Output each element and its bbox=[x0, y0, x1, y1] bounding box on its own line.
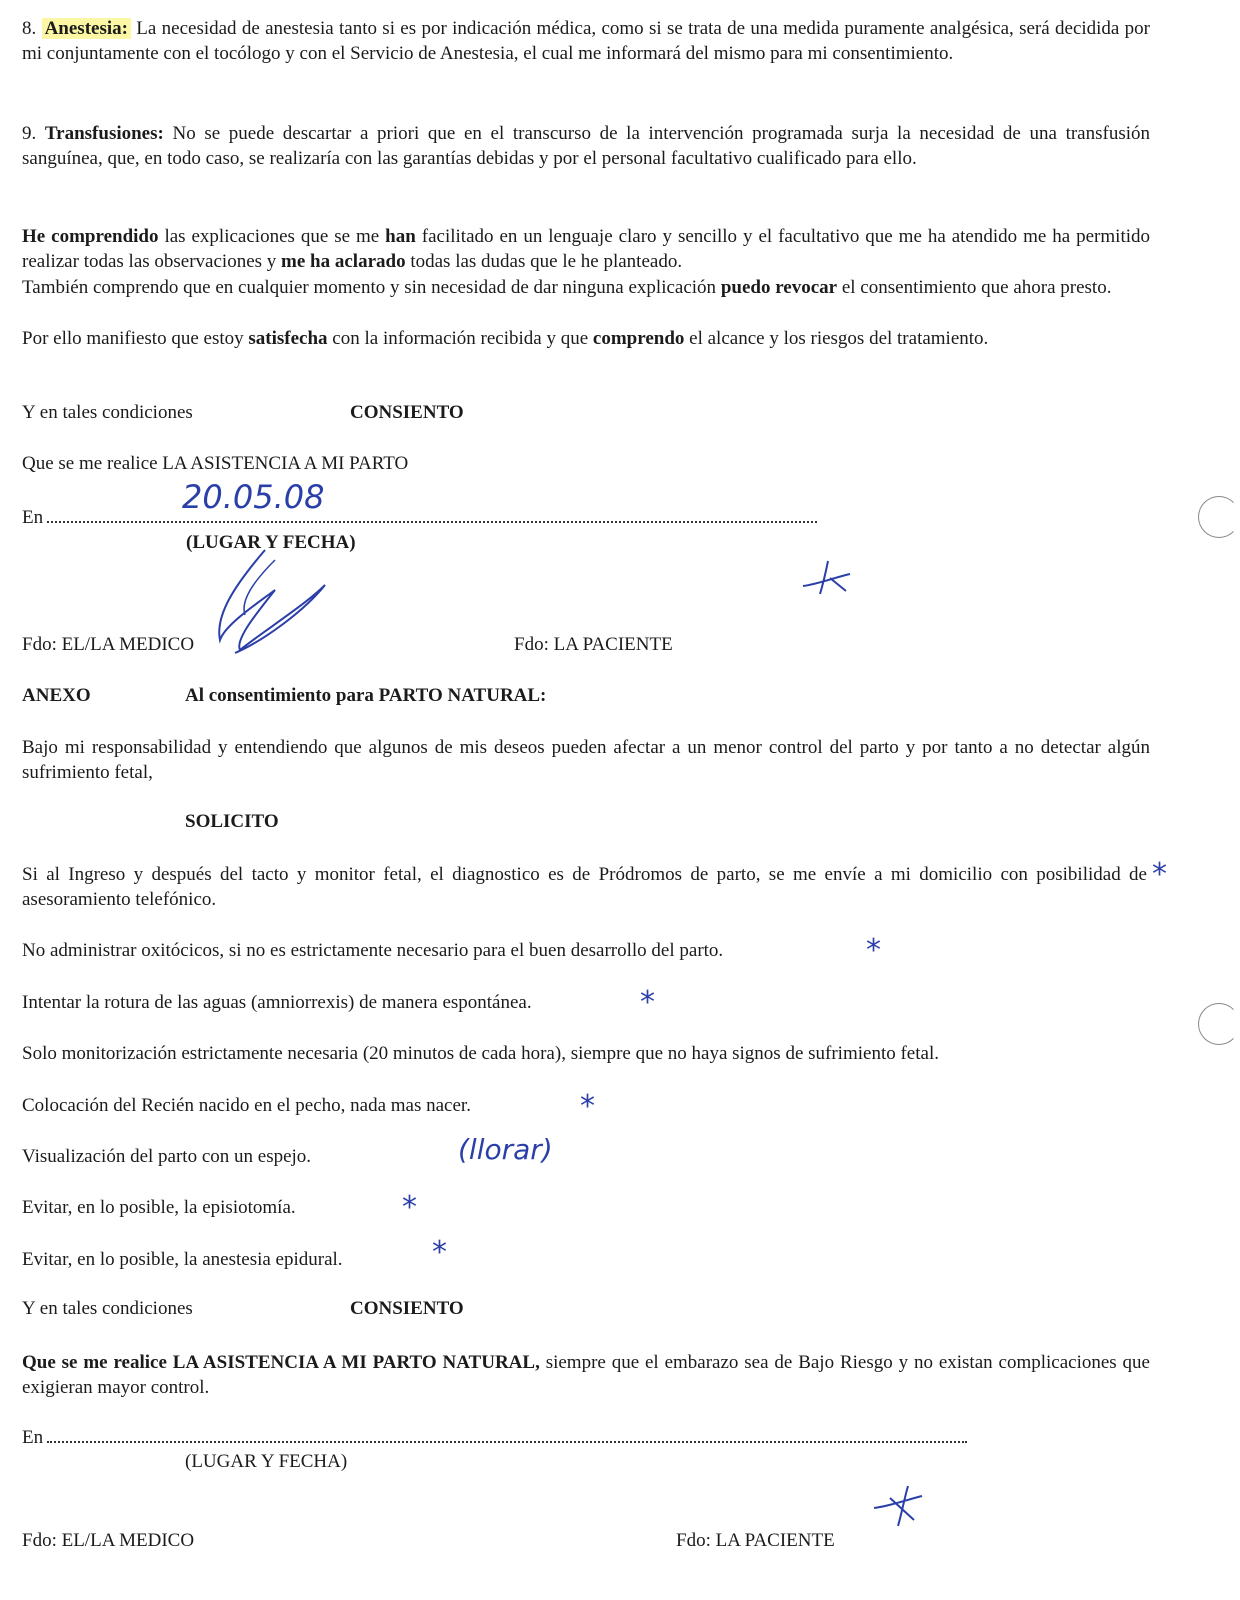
annex-item-7-mark: * bbox=[402, 1190, 417, 1225]
consent1-handwritten-date: 20.05.08 bbox=[182, 478, 325, 516]
consent1-place-date-caption: (LUGAR Y FECHA) bbox=[186, 532, 356, 553]
annex-title: Al consentimiento para PARTO NATURAL: bbox=[185, 685, 547, 706]
annex-item-5-mark: * bbox=[580, 1089, 595, 1124]
doctor-signature bbox=[195, 545, 345, 660]
consent2-dotted-line bbox=[47, 1424, 967, 1443]
revocation-text-2: el consentimiento que ahora presto. bbox=[837, 277, 1112, 298]
section-8 bbox=[22, 16, 1150, 66]
understanding-text-2: facilitado en un lenguaje claro y sencillo y el facultativo que me ha atendido me ha permitido realizar todas las observaciones y bbox=[22, 226, 1151, 272]
understanding-text-1: las explicaciones que se me bbox=[158, 226, 386, 247]
section-8-number: 8. bbox=[22, 18, 42, 39]
satisfaction-text-3: el alcance y los riesgos del tratamiento. bbox=[684, 328, 989, 349]
consent2-conditions: Y en tales condiciones bbox=[22, 1298, 193, 1319]
revocation-paragraph bbox=[22, 275, 1150, 300]
consent1-en-label: En bbox=[22, 507, 44, 528]
annex-item-5: Colocación del Recién nacido en el pecho, nada mas nacer. bbox=[22, 1095, 471, 1116]
revocation-bold: puedo revocar bbox=[720, 277, 838, 298]
section-9-title: Transfusiones: bbox=[44, 123, 164, 144]
annex-item-8: Evitar, en lo posible, la anestesia epidural. bbox=[22, 1249, 343, 1270]
understanding-bold-3: me ha aclarado bbox=[281, 251, 406, 272]
annex-item-6: Visualización del parto con un espejo. bbox=[22, 1146, 312, 1167]
patient-signature-mark-2 bbox=[868, 1484, 928, 1529]
section-8-text: La necesidad de anestesia tanto si es por indicación médica, como si se trata de una medida puramente analgésica, será decidida por mi conjuntamente con el tocólogo y con el Servicio de Anestesia, el cual me informará del mismo para mi consentimiento. bbox=[22, 18, 1151, 64]
consent1-doctor-sign-label: Fdo: EL/LA MEDICO bbox=[22, 634, 195, 655]
consent1-conditions: Y en tales condiciones bbox=[22, 402, 193, 423]
satisfaction-text-1: Por ello manifiesto que estoy bbox=[22, 328, 249, 349]
annex-item-1-mark: * bbox=[1152, 857, 1167, 892]
annex-item-2-mark: * bbox=[866, 933, 881, 968]
annex-item-8-mark: * bbox=[432, 1235, 447, 1270]
satisfaction-paragraph bbox=[22, 326, 1150, 351]
section-9-text: No se puede descartar a priori que en el transcurso de la intervención programada surja la necesidad de una transfusión sanguínea, que, en todo caso, se realizaría con las garantías debidas y por el personal facultativo cualificado para ello. bbox=[22, 123, 1150, 169]
section-8-title: Anestesia: bbox=[42, 18, 131, 39]
satisfaction-bold-2: comprendo bbox=[592, 328, 685, 349]
binder-hole-top bbox=[1198, 496, 1240, 538]
annex-item-4: Solo monitorización estrictamente necesaria (20 minutos de cada hora), siempre que no haya signos de sufrimiento fetal. bbox=[22, 1043, 939, 1064]
satisfaction-text-2: con la información recibida y que bbox=[327, 328, 593, 349]
annex-item-3-mark: * bbox=[640, 985, 655, 1020]
consent2-doctor-sign-label: Fdo: EL/LA MEDICO bbox=[22, 1530, 195, 1551]
consent2-place-date-line bbox=[22, 1424, 967, 1450]
consent2-request-rest: siempre que el embarazo sea de Bajo Riesgo y no existan complicaciones que exigieran mayor control. bbox=[22, 1352, 1150, 1398]
revocation-text-1: También comprendo que en cualquier momento y sin necesidad de dar ninguna explicación bbox=[22, 277, 721, 298]
understanding-bold-1: He comprendido bbox=[22, 226, 159, 247]
section-9 bbox=[22, 121, 1150, 171]
annex-item-7: Evitar, en lo posible, la episiotomía. bbox=[22, 1197, 296, 1218]
consent1-request: Que se me realice LA ASISTENCIA A MI PARTO bbox=[22, 453, 409, 474]
understanding-text-3: todas las dudas que le he planteado. bbox=[405, 251, 683, 272]
section-9-number: 9. bbox=[22, 123, 45, 144]
annex-label: ANEXO bbox=[22, 685, 91, 706]
annex-intro: Bajo mi responsabilidad y entendiendo que algunos de mis deseos pueden afectar a un menor control del parto y por tanto a no detectar algún sufrimiento fetal, bbox=[22, 737, 1150, 783]
patient-signature-mark-1 bbox=[798, 556, 858, 598]
annex-item-3: Intentar la rotura de las aguas (amniorrexis) de manera espontánea. bbox=[22, 992, 532, 1013]
consent2-request-bold: Que se me realice LA ASISTENCIA A MI PARTO NATURAL, bbox=[22, 1352, 540, 1373]
understanding-paragraph bbox=[22, 224, 1150, 274]
consent1-place-date-line bbox=[22, 504, 817, 530]
consent1-dotted-line bbox=[47, 504, 817, 523]
binder-hole-bottom bbox=[1198, 1003, 1240, 1045]
consent1-patient-sign-label: Fdo: LA PACIENTE bbox=[514, 634, 673, 655]
understanding-bold-2: han bbox=[385, 226, 416, 247]
consent2-place-date-caption: (LUGAR Y FECHA) bbox=[185, 1451, 348, 1472]
consent2-patient-sign-label: Fdo: LA PACIENTE bbox=[676, 1530, 835, 1551]
consent2-request bbox=[22, 1350, 1150, 1400]
consent2-en-label: En bbox=[22, 1427, 44, 1448]
annex-item-2: No administrar oxitócicos, si no es estrictamente necesario para el buen desarrollo del parto. bbox=[22, 940, 724, 961]
annex-item-1: Si al Ingreso y después del tacto y monitor fetal, el diagnostico es de Pródromos de parto, se me envíe a mi domicilio con posibilidad de asesoramiento telefónico. bbox=[22, 864, 1147, 910]
annex-item-6-handwritten-note: (llorar) bbox=[458, 1133, 553, 1166]
satisfaction-bold-1: satisfecha bbox=[248, 328, 328, 349]
consent1-consiento: CONSIENTO bbox=[350, 402, 464, 423]
consent2-consiento: CONSIENTO bbox=[350, 1298, 464, 1319]
annex-solicito: SOLICITO bbox=[185, 811, 279, 832]
